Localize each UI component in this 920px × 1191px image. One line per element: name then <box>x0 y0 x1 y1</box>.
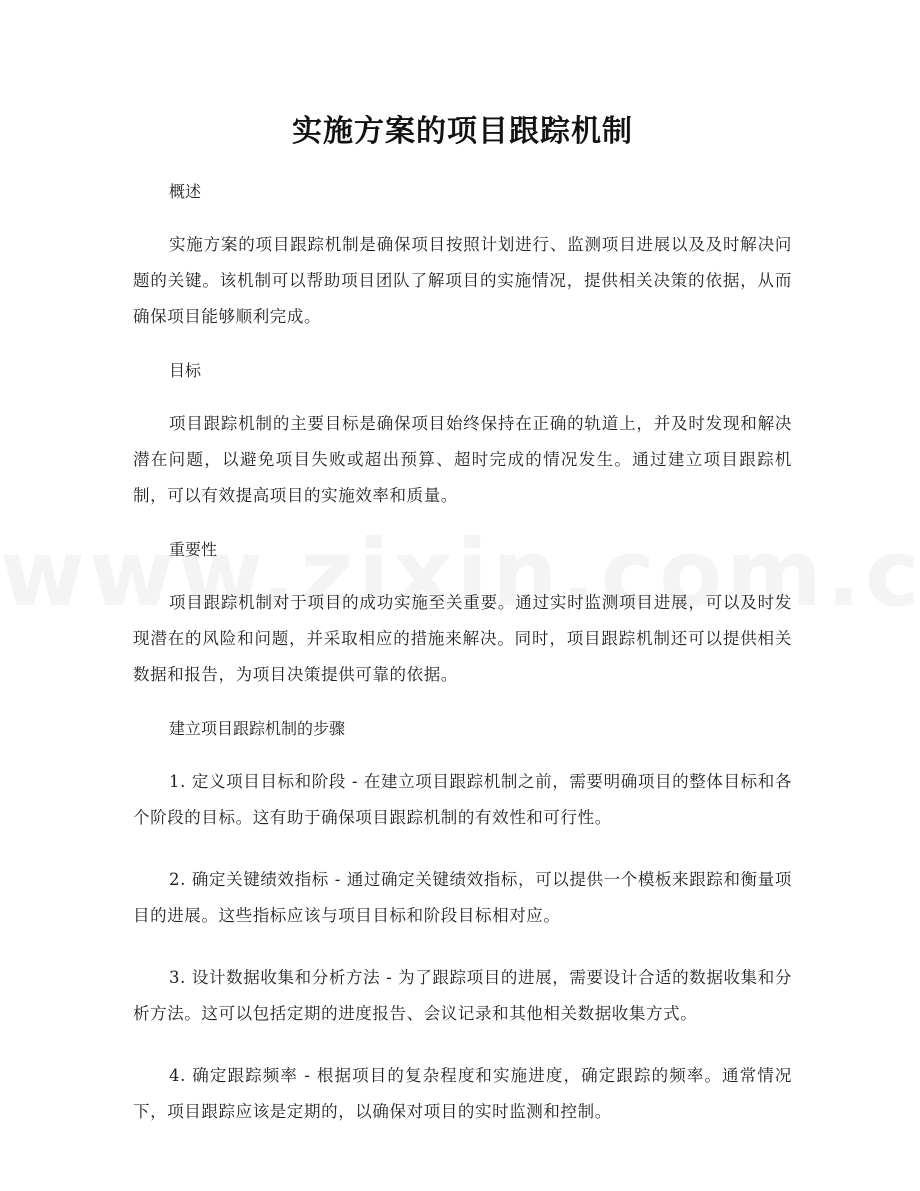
step-item: 2. 确定关键绩效指标 - 通过确定关键绩效指标，可以提供一个模板来跟踪和衡量项目的进展。这些指标应该与项目目标和阶段目标相对应。 <box>133 870 792 925</box>
step-item: 4. 确定跟踪频率 - 根据项目的复杂程度和实施进度，确定跟踪的频率。通常情况下，项目跟踪应该是定期的，以确保对项目的实时监测和控制。 <box>133 1066 792 1121</box>
step-item: 1. 定义项目目标和阶段 - 在建立项目跟踪机制之前，需要明确项目的整体目标和各个阶段的目标。这有助于确保项目跟踪机制的有效性和可行性。 <box>133 772 792 827</box>
section-paragraph: 实施方案的项目跟踪机制是确保项目按照计划进行、监测项目进展以及及时解决问题的关键。该机制可以帮助项目团队了解项目的实施情况，提供相关决策的依据，从而确保项目能够顺利完成。 <box>133 235 792 326</box>
section-heading-importance: 重要性 <box>169 540 218 559</box>
section-paragraph: 项目跟踪机制的主要目标是确保项目始终保持在正确的轨道上，并及时发现和解决潜在问题，以避免项目失败或超出预算、超时完成的情况发生。通过建立项目跟踪机制，可以有效提高项目的实施效率和质量。 <box>133 414 792 505</box>
section-heading-steps: 建立项目跟踪机制的步骤 <box>169 719 346 738</box>
section-heading-overview: 概述 <box>169 182 202 201</box>
document-title: 实施方案的项目跟踪机制 <box>292 114 633 149</box>
section-heading-goal: 目标 <box>169 361 202 380</box>
step-item: 3. 设计数据收集和分析方法 - 为了跟踪项目的进展，需要设计合适的数据收集和分析方法。这可以包括定期的进度报告、会议记录和其他相关数据收集方式。 <box>133 968 792 1023</box>
section-paragraph: 项目跟踪机制对于项目的成功实施至关重要。通过实时监测项目进展，可以及时发现潜在的风险和问题，并采取相应的措施来解决。同时，项目跟踪机制还可以提供相关数据和报告，为项目决策提供可靠的依据。 <box>133 593 792 684</box>
